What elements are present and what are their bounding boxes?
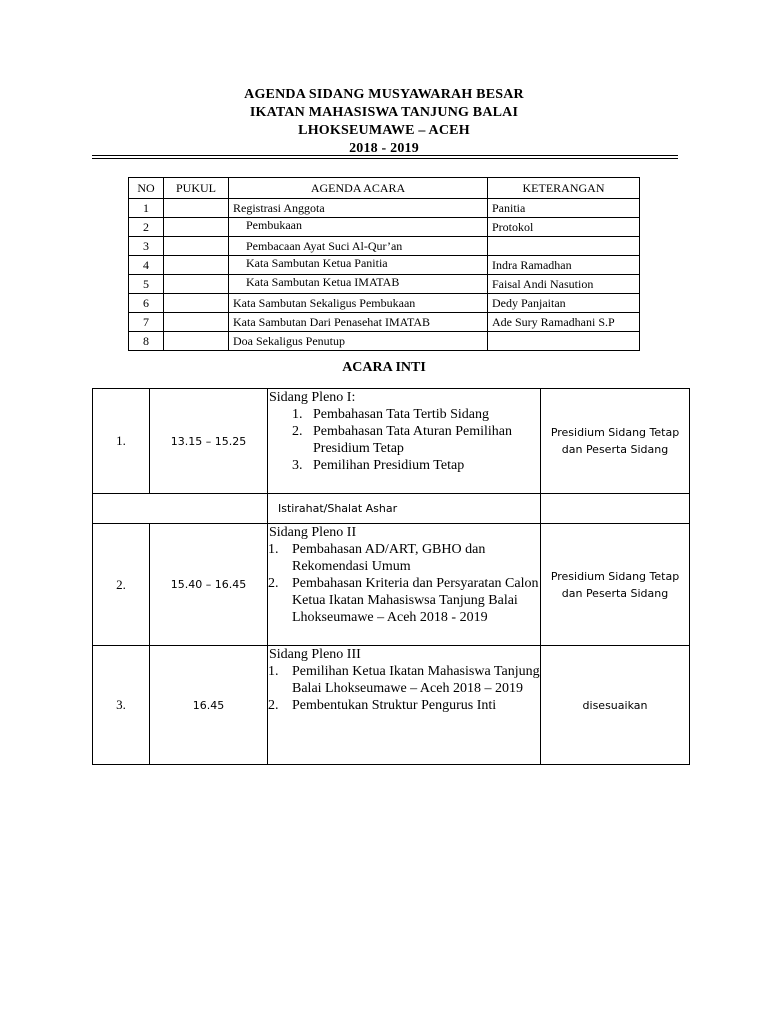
cell-pukul <box>164 199 229 218</box>
title-divider-top <box>92 155 678 156</box>
item-marker: 1. <box>292 407 303 422</box>
cell-keterangan: Dedy Panjaitan <box>488 294 640 313</box>
agenda-header-row <box>129 178 640 199</box>
title-line-3: LHOKSEUMAWE – ACEH <box>298 123 470 138</box>
table-row <box>129 256 640 275</box>
title-line-4: 2018 - 2019 <box>349 141 419 156</box>
col-header-agenda-acara: AGENDA ACARA <box>229 178 488 199</box>
agenda-table <box>128 177 640 351</box>
session-time: 16.45 <box>150 646 268 765</box>
session-row <box>93 646 690 765</box>
break-keterangan-cell <box>541 494 690 524</box>
cell-acara: Kata Sambutan Ketua IMATAB <box>229 275 488 294</box>
item-text: Pemilihan Ketua Ikatan Mahasiswa Tanjung Balai Lhokseumawe – Aceh 2018 – 2019 <box>292 664 540 696</box>
item-marker: 1. <box>268 664 279 679</box>
break-empty-cell <box>93 494 268 524</box>
session-items <box>268 541 540 626</box>
cell-pukul <box>164 275 229 294</box>
table-row <box>129 294 640 313</box>
session-number: 1. <box>93 389 150 494</box>
cell-pukul <box>164 218 229 237</box>
cell-acara: Doa Sekaligus Penutup <box>229 332 488 351</box>
list-item <box>268 663 540 697</box>
session-number: 3. <box>93 646 150 765</box>
cell-no: 6 <box>129 294 164 313</box>
session-heading: Sidang Pleno III <box>269 647 361 662</box>
cell-no: 3 <box>129 237 164 256</box>
list-item <box>268 697 540 714</box>
session-row <box>93 524 690 646</box>
item-marker: 3. <box>292 458 303 473</box>
cell-no: 2 <box>129 218 164 237</box>
cell-no: 1 <box>129 199 164 218</box>
col-header-no: NO <box>129 178 164 199</box>
cell-no: 8 <box>129 332 164 351</box>
cell-acara: Kata Sambutan Dari Penasehat IMATAB <box>229 313 488 332</box>
session-content <box>268 524 541 646</box>
table-row <box>129 199 640 218</box>
cell-keterangan: Faisal Andi Nasution <box>488 275 640 294</box>
cell-acara: Registrasi Anggota <box>229 199 488 218</box>
title-line-2: IKATAN MAHASISWA TANJUNG BALAI <box>249 105 519 120</box>
session-items <box>268 663 540 714</box>
title-divider-bottom <box>92 158 678 159</box>
document-title <box>0 86 768 158</box>
session-keterangan: Presidium Sidang Tetap dan Peserta Sidang <box>541 524 690 646</box>
cell-keterangan: Protokol <box>488 218 640 237</box>
table-row <box>129 218 640 237</box>
session-items <box>268 406 540 474</box>
list-item <box>268 423 540 457</box>
cell-keterangan <box>488 237 640 256</box>
list-item <box>268 541 540 575</box>
list-item <box>268 457 540 474</box>
cell-acara: Pembacaan Ayat Suci Al-Qur’an <box>229 237 488 256</box>
break-text: Istirahat/Shalat Ashar <box>268 494 541 524</box>
cell-no: 7 <box>129 313 164 332</box>
cell-acara: Kata Sambutan Sekaligus Pembukaan <box>229 294 488 313</box>
item-text: Pemilihan Presidium Tetap <box>313 458 465 473</box>
item-text: Pembahasan Kriteria dan Persyaratan Calon Ketua Ikatan Mahasiswsa Tanjung Balai Lhokseumawe – Aceh 2018 - 2019 <box>292 576 539 625</box>
col-header-pukul: PUKUL <box>164 178 229 199</box>
cell-pukul <box>164 313 229 332</box>
table-row <box>129 332 640 351</box>
cell-no: 5 <box>129 275 164 294</box>
break-row <box>93 494 690 524</box>
cell-no: 4 <box>129 256 164 275</box>
cell-pukul <box>164 237 229 256</box>
item-marker: 1. <box>268 542 279 557</box>
cell-keterangan: Ade Sury Ramadhani S.P <box>488 313 640 332</box>
cell-keterangan <box>488 332 640 351</box>
session-time: 13.15 – 15.25 <box>150 389 268 494</box>
table-row <box>129 237 640 256</box>
item-text: Pembahasan Tata Aturan Pemilihan Presidium Tetap <box>313 424 512 456</box>
session-keterangan: Presidium Sidang Tetap dan Peserta Sidang <box>541 389 690 494</box>
col-header-keterangan: KETERANGAN <box>488 178 640 199</box>
session-number: 2. <box>93 524 150 646</box>
table-row <box>129 275 640 294</box>
item-marker: 2. <box>292 424 303 439</box>
session-row <box>93 389 690 494</box>
list-item <box>268 406 540 423</box>
session-content <box>268 389 541 494</box>
acara-inti-title: ACARA INTI <box>342 360 426 375</box>
item-text: Pembentukan Struktur Pengurus Inti <box>292 698 497 713</box>
acara-inti-table <box>92 388 690 765</box>
cell-pukul <box>164 294 229 313</box>
title-line-1: AGENDA SIDANG MUSYAWARAH BESAR <box>244 87 524 102</box>
cell-acara: Kata Sambutan Ketua Panitia <box>229 256 488 275</box>
list-item <box>268 575 540 626</box>
cell-acara: Pembukaan <box>229 218 488 237</box>
cell-pukul <box>164 256 229 275</box>
session-heading: Sidang Pleno I: <box>269 390 356 405</box>
session-keterangan: disesuaikan <box>541 646 690 765</box>
item-text: Pembahasan AD/ART, GBHO dan Rekomendasi Umum <box>292 542 486 574</box>
cell-pukul <box>164 332 229 351</box>
cell-keterangan: Indra Ramadhan <box>488 256 640 275</box>
item-marker: 2. <box>268 576 279 591</box>
session-heading: Sidang Pleno II <box>269 525 357 540</box>
cell-keterangan: Panitia <box>488 199 640 218</box>
item-marker: 2. <box>268 698 279 713</box>
item-text: Pembahasan Tata Tertib Sidang <box>313 407 489 422</box>
table-row <box>129 313 640 332</box>
session-content <box>268 646 541 765</box>
session-time: 15.40 – 16.45 <box>150 524 268 646</box>
